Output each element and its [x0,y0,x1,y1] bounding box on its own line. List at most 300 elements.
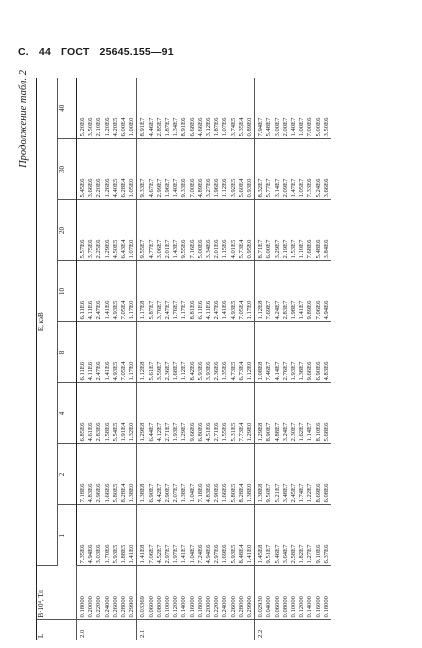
flux-value: 3.66E6 [322,178,330,198]
flux-value: 1.05E0 [128,178,136,198]
flux-value: 1.93E7 [290,361,298,381]
flux-value: 1.12E8 [139,361,147,381]
flux-value: 7.00E6 [306,117,314,137]
flux-value: 8.90E7 [265,422,273,442]
flux-value: 1.29E8 [257,422,265,442]
b-value: 0.10000 [290,596,298,618]
flux-value: 2.83E6 [95,422,103,442]
flux-value: 1.40E7 [290,117,298,137]
flux-value: 1.97E7 [172,544,180,564]
flux-values-cell [255,78,331,139]
flux-value: 4.94E6 [205,544,213,564]
flux-value: 4.40E5 [111,178,119,198]
b-value: 0.26000 [229,596,237,618]
energy-column-header: 1 [58,505,77,566]
b-value: 0.10000 [164,596,172,618]
flux-values-cell [255,383,331,444]
flux-value: 7.18E6 [196,483,204,503]
flux-value: 4.77E7 [147,239,155,259]
flux-value: 2.01E7 [164,239,172,259]
flux-value: 2.90E7 [164,483,172,503]
b-value: 0.29900 [128,596,136,618]
flux-value: 4.73E5 [229,361,237,381]
flux-value: 2.47E6 [95,361,103,381]
flux-value: 8.10E6 [314,422,322,442]
flux-value: 1.15E6 [221,239,229,259]
flux-value: 6.28E4 [120,178,128,198]
page-prefix: С. [18,46,29,58]
flux-value: 1.29E8 [139,422,147,442]
flux-value: 2.76E7 [281,361,289,381]
flux-value: 5.77E7 [265,178,273,198]
header-L: L [37,620,77,640]
flux-value: 1.27E7 [306,544,314,564]
flux-values-cell [77,78,137,139]
flux-value: 8.81E6 [188,300,196,320]
l-value: 2.0 [77,620,137,640]
flux-value: 5.68E6 [322,422,330,442]
data-table [36,78,331,640]
flux-value: 7.00E6 [188,178,196,198]
b-value: 0.20000 [205,596,213,618]
flux-value: 7.05E4 [120,300,128,320]
flux-value: 7.94E7 [257,117,265,137]
flux-value: 2.09E7 [281,178,289,198]
flux-values-cell [137,444,255,505]
energy-column-header: 4 [58,383,77,444]
flux-value: 1.87E6 [213,117,221,137]
flux-value: 3.59E7 [155,361,163,381]
flux-value: 6.85E6 [79,422,86,442]
table-row [255,78,331,640]
b-value: 0.22000 [213,596,221,618]
flux-value: 7.46E7 [265,361,273,381]
b-values-cell [137,566,255,620]
flux-value: 4.89E6 [196,178,204,198]
flux-value: 7.24E6 [196,544,204,564]
flux-value: 2.71E7 [164,422,172,442]
flux-value: 5.93E5 [229,544,237,564]
flux-value: 9.55E6 [180,239,188,259]
flux-value: 2.36E7 [164,361,172,381]
flux-value: 2.97E6 [213,544,221,564]
flux-value: 8.71E7 [257,239,265,259]
flux-value: 4.51E6 [205,422,213,442]
b-value: 0.18000 [79,596,86,618]
flux-value: 2.20E6 [95,178,103,198]
flux-value: 7.33E6 [306,178,314,198]
flux-values-cell [137,139,255,200]
flux-value: 8.28E4 [237,483,245,503]
flux-value: 4.11E6 [87,300,95,320]
flux-value: 3.66E6 [87,178,95,198]
flux-value: 1.87E7 [164,117,172,137]
l-value: 2.1 [137,620,255,640]
flux-value: 7.05E4 [120,361,128,381]
flux-value: 1.00E7 [298,117,306,137]
flux-value: 5.45E6 [79,178,86,198]
flux-value: 1.38E7 [298,361,306,381]
flux-value: 4.14E7 [273,361,281,381]
flux-value: 1.40E7 [172,178,180,198]
page-header [18,46,184,60]
flux-value: 3.50E6 [87,117,95,137]
flux-value: 5.80E5 [229,483,237,503]
flux-value: 4.66E6 [196,117,204,137]
flux-value: 7.06E7 [147,544,155,564]
b-value: 0.12000 [172,596,180,618]
flux-value: 1.29E7 [180,422,188,442]
flux-value: 1.38E0 [128,483,136,503]
flux-value: 1.55E6 [221,422,229,442]
flux-value: 2.83E7 [281,300,289,320]
b-value: 0.24000 [103,596,111,618]
flux-value: 1.12E0 [246,361,254,381]
flux-value: 4.93E5 [111,361,119,381]
flux-value: 4.83E6 [322,361,330,381]
flux-value: 1.96E7 [164,178,172,198]
flux-value: 4.01E5 [229,239,237,259]
flux-value: 1.41E7 [180,544,188,564]
flux-value: 5.48E6 [314,239,322,259]
energy-column-header: 10 [58,261,77,322]
flux-value: 8.28E4 [120,483,128,503]
flux-value: 4.93E5 [111,300,119,320]
flux-value: 1.04E7 [188,483,196,503]
flux-value: 5.48E7 [265,117,273,137]
flux-value: 1.29E6 [103,239,111,259]
flux-value: 4.20E5 [111,117,119,137]
flux-value: 5.35E4 [237,117,245,137]
b-value: 0.16000 [314,596,322,618]
flux-value: 7.18E6 [79,483,86,503]
flux-value: 9.51E7 [265,544,273,564]
flux-value: 3.34E6 [205,239,213,259]
flux-value: 1.08E8 [257,361,265,381]
flux-values-cell [77,200,137,261]
flux-value: 6.90E7 [147,483,155,503]
flux-values-cell [77,322,137,383]
b-values-cell [77,566,137,620]
header-energy: E, кэВ [37,78,58,566]
flux-value: 2.96E6 [95,483,103,503]
flux-value: 1.41E8 [139,544,147,564]
flux-value: 0.95E0 [246,239,254,259]
flux-value: 4.94E6 [87,544,95,564]
flux-value: 1.70E6 [103,544,111,564]
flux-value: 3.75E6 [87,239,95,259]
flux-values-cell [137,200,255,261]
rotated-table-area [18,70,408,640]
flux-value: 1.82E7 [298,544,306,564]
flux-value: 1.68E7 [172,361,180,381]
flux-value: 1.58E6 [103,422,111,442]
standard-name: ГОСТ [61,46,90,58]
flux-value: 1.41E6 [103,300,111,320]
flux-value: 5.93E5 [111,544,119,564]
flux-value: 2.97E7 [164,544,172,564]
flux-value: 7.73E4 [237,422,245,442]
flux-value: 5.46E7 [273,544,281,564]
page-number: 44 [38,46,51,58]
flux-values-cell [77,261,137,322]
flux-value: 2.85E7 [155,117,163,137]
l-value: 2.2 [255,620,331,640]
flux-value: 4.11E6 [205,300,213,320]
flux-value: 4.93E5 [229,300,237,320]
flux-value: 1.22E7 [306,483,314,503]
flux-value: 1.35E6 [221,361,229,381]
flux-value: 9.10E6 [314,544,322,564]
b-value: 0.12000 [298,596,306,618]
b-value: 0.08000 [155,596,163,618]
b-value: 0.04000 [265,596,273,618]
flux-values-cell [137,322,255,383]
b-value: 0.28000 [237,596,245,618]
flux-value: 3.12E6 [205,117,213,137]
flux-value: 6.00E4 [120,117,128,137]
flux-value: 3.76E7 [155,300,163,320]
flux-value: 5.93E6 [196,361,204,381]
flux-value: 1.41E7 [298,300,306,320]
flux-value: 5.73E4 [237,239,245,259]
flux-value: 4.12E7 [155,422,163,442]
flux-value: 7.16E6 [188,239,196,259]
flux-value: 4.50E5 [111,239,119,259]
flux-value: 2.71E6 [213,422,221,442]
flux-value: 1.20E6 [103,117,111,137]
flux-value: 1.93E7 [172,422,180,442]
flux-value: 1.17E0 [128,300,136,320]
flux-value: 3.00E7 [273,117,281,137]
flux-value: 1.17E7 [180,300,188,320]
b-value: 0.18000 [196,596,204,618]
flux-value: 9.55E7 [139,239,147,259]
flux-value: 1.41E0 [128,544,136,564]
flux-value: 1.26E6 [103,178,111,198]
b-value: 0.16000 [188,596,196,618]
flux-value: 1.38E7 [180,483,188,503]
flux-values-cell [255,444,331,505]
flux-values-cell [137,261,255,322]
flux-value: 7.35E6 [79,544,86,564]
flux-values-cell [77,505,137,566]
b-value: 0.06000 [147,596,155,618]
flux-value: 5.24E6 [314,178,322,198]
flux-value: 6.68E6 [188,117,196,137]
flux-value: 9.89E6 [306,300,314,320]
flux-value: 3.03E6 [95,544,103,564]
flux-values-cell [255,322,331,383]
flux-value: 1.07E6 [221,117,229,137]
b-values-cell [255,566,331,620]
b-value: 0.20000 [87,596,95,618]
flux-value: 5.00E6 [196,239,204,259]
flux-value: 1.66E6 [103,483,111,503]
flux-value: 1.69E6 [221,544,229,564]
header-b: B·10⁴, Тл [37,566,77,620]
flux-values-cell [255,139,331,200]
flux-value: 2.00E7 [281,117,289,137]
flux-value: 2.58E7 [290,544,298,564]
flux-value: 2.10E6 [95,117,103,137]
flux-value: 4.24E7 [273,300,281,320]
flux-value: 6.80E6 [196,422,204,442]
flux-value: 9.66E6 [188,422,196,442]
flux-value: 1.62E7 [298,422,306,442]
flux-value: 1.10E7 [298,239,306,259]
flux-value: 4.52E7 [155,544,163,564]
flux-values-cell [255,505,331,566]
flux-value: 6.11E6 [79,300,86,320]
flux-values-cell [77,139,137,200]
flux-value: 3.24E7 [281,422,289,442]
flux-value: 3.06E7 [155,239,163,259]
flux-value: 9.33E7 [139,178,147,198]
energy-column-header: 40 [58,78,77,139]
flux-values-cell [255,200,331,261]
flux-value: 5.54E5 [111,422,119,442]
flux-value: 5.21E7 [273,483,281,503]
energy-column-header: 20 [58,200,77,261]
flux-value: 2.90E6 [213,483,221,503]
flux-value: 8.69E6 [314,483,322,503]
flux-value: 4.67E7 [147,178,155,198]
table-caption: Продолжение табл. 2 [18,70,29,168]
flux-value: 4.88E7 [273,422,281,442]
flux-value: 7.69E7 [265,300,273,320]
b-value: 0.24000 [221,596,229,618]
flux-value: 2.01E6 [213,239,221,259]
flux-value: 2.47E6 [95,300,103,320]
flux-value: 7.06E6 [314,300,322,320]
flux-value: 1.32E0 [128,422,136,442]
flux-value: 8.42E6 [188,361,196,381]
flux-value: 4.83E6 [87,483,95,503]
flux-value: 6.43E4 [120,239,128,259]
flux-value: 1.12E6 [221,178,229,198]
flux-value: 2.19E7 [281,239,289,259]
flux-value: 6.08E6 [322,483,330,503]
flux-values-cell [137,78,255,139]
flux-value: 3.64E7 [281,544,289,564]
flux-value: 6.90E6 [314,361,322,381]
b-value: 0.02930 [257,596,265,618]
b-value: 0.22000 [95,596,103,618]
flux-value: 1.41E0 [246,544,254,564]
energy-column-header: 2 [58,444,77,505]
flux-value: 1.66E6 [221,483,229,503]
flux-value: 0.89E0 [246,117,254,137]
flux-value: 1.05E7 [298,178,306,198]
flux-value: 1.34E7 [172,117,180,137]
flux-value: 5.00E6 [314,117,322,137]
flux-value: 2.25E6 [95,239,103,259]
b-value: 0.03369 [139,596,147,618]
flux-value: 3.92E5 [229,178,237,198]
flux-values-cell [77,383,137,444]
flux-value: 5.31E5 [229,422,237,442]
flux-value: 5.20E6 [79,117,86,137]
b-value: 0.08000 [281,596,289,618]
flux-value: 4.11E6 [87,361,95,381]
b-value: 0.14000 [180,596,188,618]
flux-value: 4.94E6 [322,300,330,320]
flux-value: 7.05E4 [237,300,245,320]
table-row [77,78,137,640]
b-value: 0.14000 [306,596,314,618]
flux-value: 1.12E8 [257,300,265,320]
flux-value: 5.61E7 [147,361,155,381]
flux-value: 9.50E7 [265,483,273,503]
flux-value: 7.68E6 [306,239,314,259]
flux-value: 1.29E0 [246,422,254,442]
flux-value: 1.12E7 [180,361,188,381]
b-value: 0.18000 [322,596,330,618]
flux-value: 8.32E7 [257,178,265,198]
flux-value: 4.46E7 [147,117,155,137]
flux-values-cell [137,383,255,444]
flux-value: 9.66E6 [306,361,314,381]
flux-value: 4.61E6 [87,422,95,442]
flux-values-cell [77,444,137,505]
flux-values-cell [255,261,331,322]
flux-value: 1.17E0 [246,300,254,320]
flux-value: 1.74E7 [298,483,306,503]
flux-value: 6.44E7 [147,422,155,442]
flux-value: 3.27E6 [205,178,213,198]
flux-value: 3.74E5 [229,117,237,137]
flux-value: 4.42E7 [155,483,163,503]
flux-value: 6.11E6 [79,361,86,381]
flux-value: 2.36E6 [213,361,221,381]
flux-value: 1.17E0 [128,361,136,381]
flux-value: 2.47E7 [164,300,172,320]
flux-value: 1.38E0 [246,483,254,503]
flux-value: 4.83E6 [205,483,213,503]
flux-value: 1.14E7 [306,422,314,442]
flux-value: 5.80E5 [111,483,119,503]
flux-value: 1.38E8 [257,483,265,503]
flux-value: 1.76E7 [172,300,180,320]
flux-value: 8.91E6 [180,117,188,137]
flux-value: 1.41E6 [221,300,229,320]
flux-value: 2.45E7 [290,483,298,503]
b-value: 0.06000 [273,596,281,618]
flux-value: 5.60E4 [237,178,245,198]
b-value: 0.29900 [246,596,254,618]
flux-value: 2.99E7 [155,178,163,198]
flux-value: 5.87E7 [147,300,155,320]
flux-value: 1.53E7 [290,239,298,259]
flux-value: 3.84E6 [322,239,330,259]
flux-value: 2.30E7 [290,422,298,442]
flux-value: 1.88E5 [120,544,128,564]
flux-value: 1.43E7 [172,239,180,259]
standard-code: 25645.155—91 [99,46,174,58]
flux-value: 1.41E6 [103,361,111,381]
table-row [137,78,255,640]
flux-value: 6.00E7 [265,239,273,259]
flux-value: 1.38E8 [139,483,147,503]
flux-value: 3.93E6 [205,361,213,381]
flux-value: 1.91E4 [120,422,128,442]
flux-value: 0.93E0 [246,178,254,198]
flux-value: 3.14E7 [273,178,281,198]
b-value: 0.28000 [120,596,128,618]
flux-value: 1.04E7 [188,544,196,564]
flux-value: 1.47E7 [290,178,298,198]
